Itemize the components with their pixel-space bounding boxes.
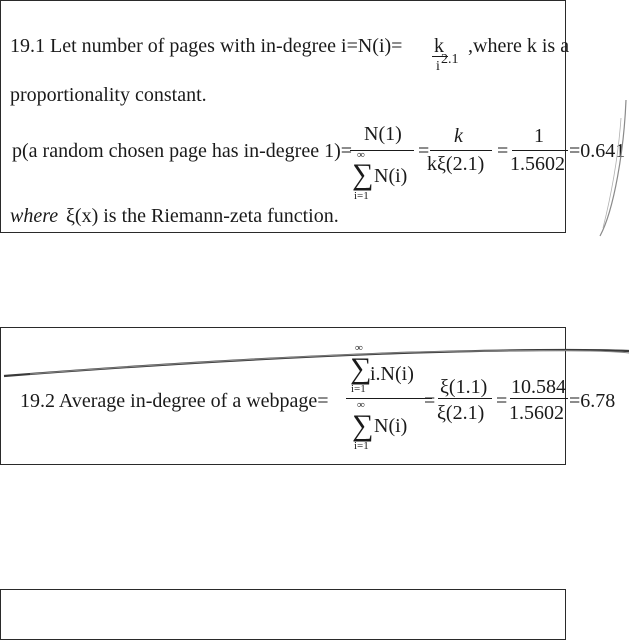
p192-eq-2: =: [496, 390, 508, 412]
p191-eq-2: =: [497, 140, 509, 162]
p192-f1-den: N(i): [374, 415, 408, 437]
p192-den-sum-top: ∞: [357, 399, 365, 411]
p192-f2-den: ξ(2.1): [437, 402, 485, 424]
p192-den-sum-bottom: i=1: [354, 440, 369, 452]
p191-f3-den: 1.5602: [510, 153, 565, 175]
p192-f1-num: i.N(i): [370, 363, 414, 385]
p192-eq-1: =: [424, 390, 436, 412]
p191-f1-num: N(1): [364, 123, 402, 145]
p191-f1-sum-bottom: i=1: [354, 190, 369, 202]
p192-num-sum-top: ∞: [355, 342, 363, 354]
p191-f2-den: kξ(2.1): [427, 153, 485, 175]
p191-f2-num: k: [454, 125, 463, 147]
p191-line1: 19.1 Let number of pages with in-degree i=N(i)=: [10, 35, 403, 57]
p191-f1-sigma: ∑: [352, 158, 374, 191]
p192-f3-den: 1.5602: [509, 402, 564, 424]
p192-label: 19.2 Average in-degree of a webpage=: [20, 390, 329, 412]
p192-num-sum-bottom: i=1: [351, 383, 366, 395]
p191-line2: proportionality constant.: [10, 84, 207, 106]
p191-where: where: [10, 205, 59, 227]
p192-f2-rule: [438, 398, 492, 399]
p191-line1-tail: ,where k is a: [468, 35, 570, 57]
p191-frac-num: k: [434, 35, 444, 57]
p192-f2-num: ξ(1.1): [440, 376, 488, 398]
p191-f3-num: 1: [534, 125, 544, 147]
p191-f1-sum-top: ∞: [357, 149, 365, 161]
p191-frac-exp: 2.1: [441, 52, 459, 67]
p191-result: =0.641: [569, 140, 626, 162]
p191-f3-rule: [512, 150, 568, 151]
p191-prob-label: p(a random chosen page has in-degree 1)=: [12, 140, 353, 162]
p192-den-sigma: ∑: [352, 409, 374, 442]
p191-where-rest: ξ(x) is the Riemann-zeta function.: [66, 205, 339, 227]
p191-f1-den: N(i): [374, 165, 408, 187]
p192-f3-rule: [510, 398, 568, 399]
empty-answer-box: [0, 589, 566, 640]
p191-eq-1: =: [418, 140, 430, 162]
p191-f2-rule: [430, 150, 492, 151]
p192-num-sigma: ∑: [350, 352, 372, 385]
p192-f3-num: 10.584: [511, 376, 566, 398]
p191-frac-den: i: [436, 59, 440, 74]
p192-result: =6.78: [569, 390, 616, 412]
